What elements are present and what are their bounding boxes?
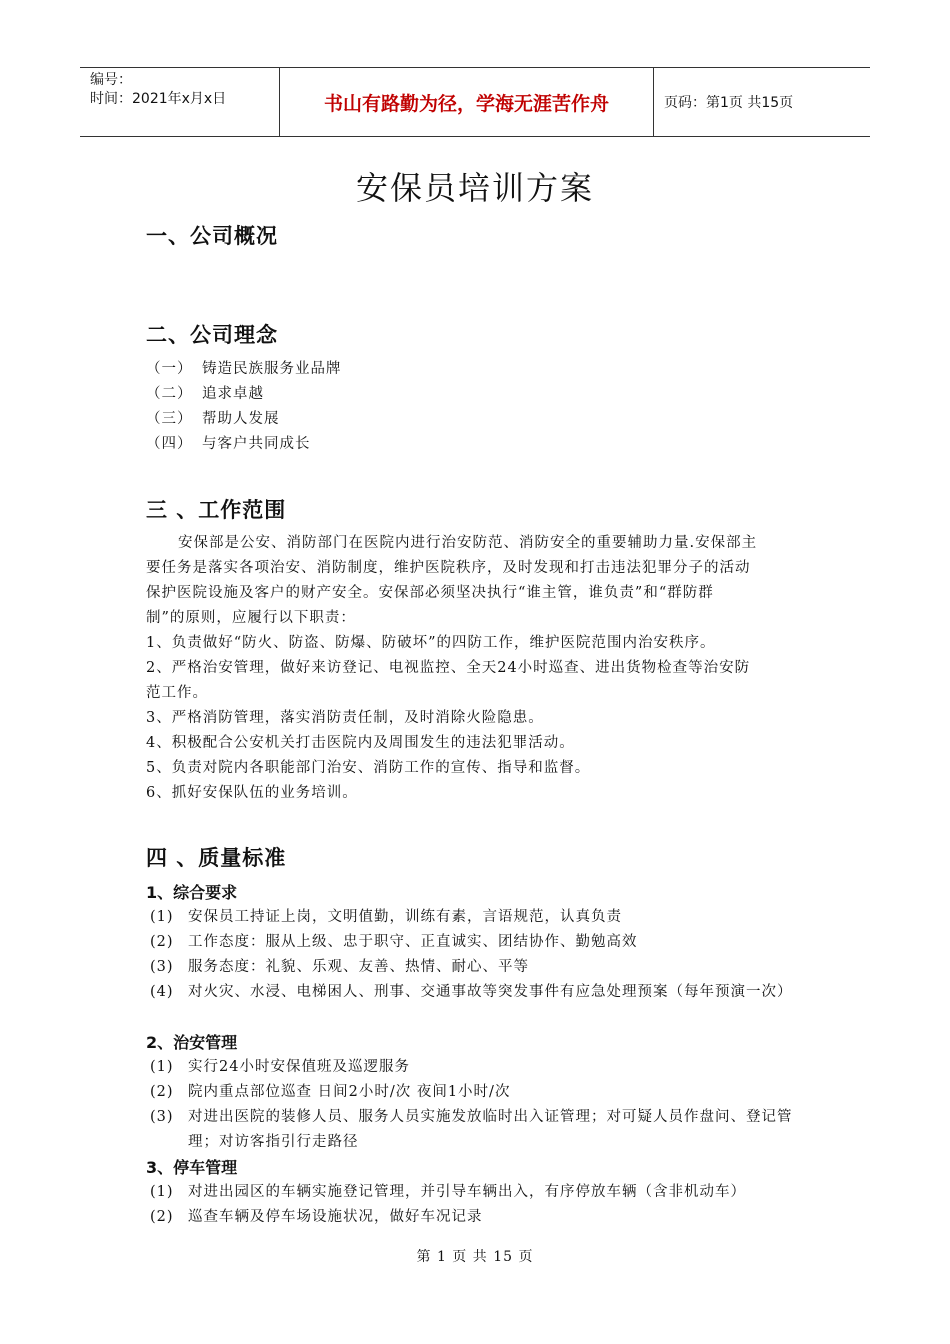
- list-item: [146, 432, 810, 457]
- page-header: [80, 67, 870, 137]
- header-motto: 书山有路勤为径，学海无涯苦作舟: [280, 68, 654, 136]
- scope-intro: [146, 531, 810, 806]
- section-heading-scope-of-work: 三 、工作范围: [146, 498, 287, 522]
- philosophy-list: [146, 357, 810, 457]
- duty-line: 范工作。: [146, 685, 208, 701]
- header-meta: [80, 68, 280, 136]
- subsection-heading-security: 2、治安管理: [146, 1033, 238, 1052]
- list-item-number: (2): [150, 1084, 174, 1100]
- list-item: [150, 955, 814, 980]
- section-heading-quality-standards: 四 、质量标准: [146, 846, 287, 870]
- subsection-heading-parking: 3、停车管理: [146, 1158, 238, 1177]
- paragraph-line: 制”的原则，应履行以下职责：: [146, 610, 356, 626]
- duty-line: 2、严格治安管理，做好来访登记、电视监控、全天24小时巡查、进出货物检查等治安防: [146, 660, 751, 676]
- page-footer: 第 1 页 共 15 页: [416, 1249, 534, 1265]
- duty-line: 5、负责对院内各职能部门治安、消防工作的宣传、指导和监督。: [146, 760, 591, 776]
- list-item-text: 巡查车辆及停车场设施状况，做好车况记录: [188, 1209, 483, 1225]
- duty-line: 3、严格消防管理，落实消防责任制，及时消除火险隐患。: [146, 710, 544, 726]
- list-item-text: 实行24小时安保值班及巡逻服务: [188, 1059, 410, 1075]
- subsection-heading-general: 1、综合要求: [146, 883, 238, 902]
- general-requirements-list: [150, 905, 814, 1005]
- list-item-text: 与客户共同成长: [202, 436, 311, 452]
- duty-line: 4、积极配合公安机关打击医院内及周围发生的违法犯罪活动。: [146, 735, 575, 751]
- header-page-info: 页码：第1页 共15页: [664, 95, 794, 111]
- section-heading-company-philosophy: 二、公司理念: [146, 323, 278, 347]
- list-item: [150, 930, 814, 955]
- list-item: [150, 905, 814, 930]
- list-item-text: 对火灾、水浸、电梯困人、刑事、交通事故等突发事件有应急处理预案（每年预演一次）: [188, 984, 793, 1000]
- list-item-text: 工作态度：服从上级、忠于职守、正直诚实、团结协作、勤勉高效: [188, 934, 638, 950]
- parking-management-list: [150, 1180, 814, 1230]
- list-item-text: 服务态度：礼貌、乐观、友善、热情、耐心、平等: [188, 959, 529, 975]
- duty-line: 1、负责做好“防火、防盗、防爆、防破坏”的四防工作，维护医院范围内治安秩序。: [146, 635, 716, 651]
- list-item: [146, 357, 810, 382]
- duty-line: 6、抓好安保队伍的业务培训。: [146, 785, 358, 801]
- list-item-text: 铸造民族服务业品牌: [202, 361, 342, 377]
- list-item: [146, 382, 810, 407]
- security-management-list: [150, 1055, 814, 1155]
- header-number-label: 编号：: [90, 72, 132, 88]
- list-item-text: 安保员工持证上岗，文明值勤，训练有素，言语规范，认真负责: [188, 909, 622, 925]
- document-title: 安保员培训方案: [355, 169, 594, 207]
- section-heading-company-overview: 一、公司概况: [146, 224, 278, 248]
- paragraph-line: 保护医院设施及客户的财产安全。安保部必须坚决执行“谁主管，谁负责”和“群防群: [146, 585, 714, 601]
- list-item-number: （一）: [146, 361, 193, 377]
- list-item-number: (3): [150, 1109, 174, 1125]
- list-item-number: (4): [150, 984, 174, 1000]
- list-item-number: (1): [150, 909, 174, 925]
- list-item-number: （四）: [146, 436, 193, 452]
- list-item-number: (1): [150, 1184, 174, 1200]
- list-item-number: (1): [150, 1059, 174, 1075]
- list-item: [146, 407, 810, 432]
- list-item-number: （二）: [146, 386, 193, 402]
- list-item: [150, 1205, 814, 1230]
- list-item-text: 对进出园区的车辆实施登记管理，并引导车辆出入，有序停放车辆（含非机动车）: [188, 1184, 746, 1200]
- list-item-number: (2): [150, 934, 174, 950]
- list-item-number: (2): [150, 1209, 174, 1225]
- list-item-text: 帮助人发展: [202, 411, 280, 427]
- list-item-text: 院内重点部位巡查 日间2小时/次 夜间1小时/次: [188, 1084, 511, 1100]
- paragraph-line: 安保部是公安、消防部门在医院内进行治安防范、消防安全的重要辅助力量.安保部主: [178, 535, 758, 551]
- paragraph-line: 要任务是落实各项治安、消防制度，维护医院秩序，及时发现和打击违法犯罪分子的活动: [146, 560, 751, 576]
- list-item: [150, 1080, 814, 1105]
- list-item-text: 对进出医院的装修人员、服务人员实施发放临时出入证管理；对可疑人员作盘问、登记管理；对访客指引行走路径: [188, 1109, 793, 1150]
- list-item-number: (3): [150, 959, 174, 975]
- list-item: [150, 1105, 814, 1155]
- list-item-text: 追求卓越: [202, 386, 264, 402]
- list-item: [150, 980, 814, 1005]
- list-item-number: （三）: [146, 411, 193, 427]
- header-date: 时间：2021年x月x日: [90, 91, 227, 107]
- list-item: [150, 1180, 814, 1205]
- list-item: [150, 1055, 814, 1080]
